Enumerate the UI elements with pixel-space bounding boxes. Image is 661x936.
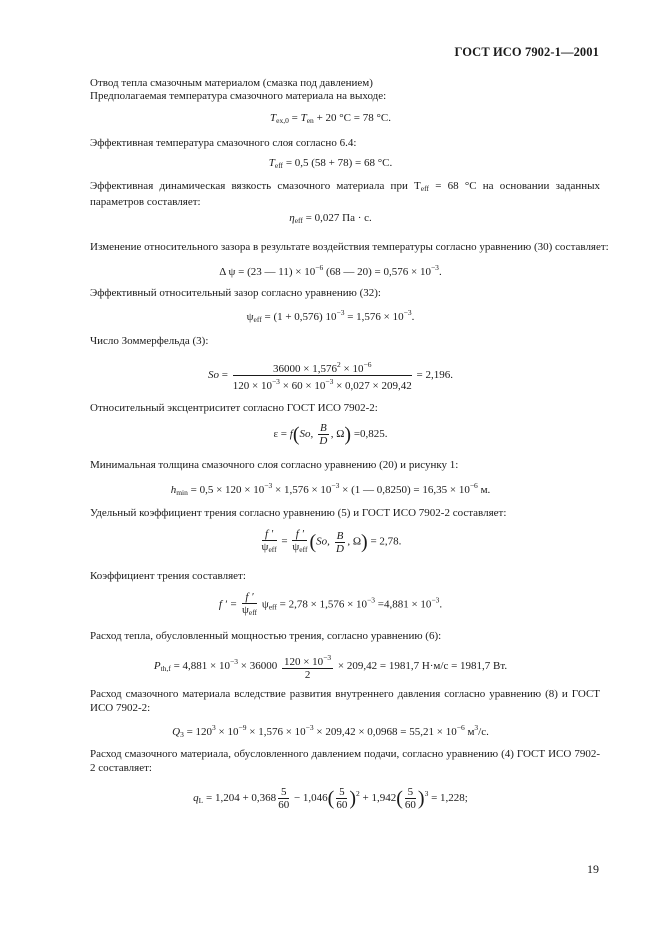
text-clearance-change: Изменение относительного зазора в результате воздействия температуры согласно уравнению (30) составляет:: [90, 241, 609, 253]
page-header: ГОСТ ИСО 7902-1—2001: [454, 45, 599, 59]
formula-q-l: $q_L = 1,204 + 0,368$ $\frac{5}{60}$ − 1,046( $\frac{5}{60}$ )$^2$ + 1,942( $\frac{5}{60}$ )$^3$ = 1,228;: [193, 786, 468, 811]
formula-p-th-f: $P_{th,f} = 4,881 \times 10^{-3} \times 36000$ $\frac{120 \times 10^{-3}}{2}$ × 209,42 = 1981,7 Н·м/с = 1981,7 Вт.: [153, 653, 508, 681]
formula-eta-eff: $\eta_{eff} = 0,027$ Па · с.: [289, 212, 372, 225]
formula-delta-psi: Δ ψ = (23 — $11) \times 10^{-6}$ (68 — $20) = 0,576 \times 10^{-3}$.: [219, 263, 442, 278]
formula-h-min: $h_{min} = 0,5 \times 120 \times 10^{-3} \times 1,576 \times 10^{-3} \times (1$ — $0,8250) = 16,35 \times 10^{-6}$ м.: [170, 481, 491, 497]
sommerfeld-fraction: $\frac{36000 \times 1,576^2 \times 10^{-6}}{120 \times 10^{-3} \times 60 \times 10^{-3} \times 0,027 \times 209,42}$: [232, 360, 412, 392]
formula-t-eff: $T_{eff} = 0,5$ (58 + 78) = 68 °C.: [268, 157, 393, 170]
text-effective-temp: Эффективная температура смазочного слоя согласно 6.4:: [90, 137, 357, 149]
formula-specific-friction: $\frac{f '}{\psi_{eff}}$ = $\frac{f '}{\psi_{eff}}$ (So, $\frac{B}{D}$ , Ω) = 2,78.: [261, 528, 402, 555]
text-specific-friction: Удельный коэффициент трения согласно уравнению (5) и ГОСТ ИСО 7902-2 составляет:: [90, 507, 507, 519]
text-friction-coef: Коэффициент трения составляет:: [90, 570, 246, 582]
text-sommerfeld: Число Зоммерфельда (3):: [90, 335, 209, 347]
text-lubricant-flow-internal: Расход смазочного материала вследствие развития внутреннего давления согласно уравнению (8) и ГОСТ ИСО 7902-2:: [90, 688, 600, 714]
text-lubricant-flow-feed: Расход смазочного материала, обусловленного давлением подачи, согласно уравнению (4) ГОСТ ИСО 7902-2 составляет:: [90, 748, 600, 774]
formula-q3: $Q_3 = 120^3 \times 10^{-9} \times 1,576 \times 10^{-3} \times 209,42 \times 0,0968 = 55,21 \times 10^{-6}$ $м^3/с$.: [172, 723, 489, 739]
text-assumed-temp: Предполагаемая температура смазочного материала на выходе:: [90, 90, 387, 102]
page-number: 19: [587, 862, 599, 876]
text-heat-friction: Расход тепла, обусловленный мощностью трения, согласно уравнению (6):: [90, 630, 442, 642]
text-heat-removal: Отвод тепла смазочным материалом (смазка под давлением): [90, 77, 373, 89]
formula-psi-eff: $\psi_{eff} = (1 + 0,576) 10^{-3} = 1,576 \times 10^{-3}$.: [246, 308, 415, 324]
text-effective-clearance: Эффективный относительный зазор согласно уравнению (32):: [90, 287, 381, 299]
text-effective-viscosity: Эффективная динамическая вязкость смазочного материала при $T_{eff} = 68$ °C на основании заданных параметров составляет:: [90, 180, 601, 208]
formula-friction-coef: f ′ = $\frac{f '}{\psi_{eff}}$ $\psi_{eff} = 2,78 \times 1,576 \times 10^{-3} =4,881 \times 10^{-3}$.: [218, 591, 443, 617]
text-eccentricity: Относительный эксцентриситет согласно ГОСТ ИСО 7902-2:: [90, 402, 378, 414]
formula-t-ex: $T_{ex,0} = T_{en} + 20$ °C = 78 °C.: [270, 112, 391, 125]
text-min-thickness: Минимальная толщина смазочного слоя согласно уравнению (20) и рисунку 1:: [90, 459, 459, 471]
formula-eccentricity: ε = f(So, $\frac{B}{D}$ , Ω) =0,825.: [273, 422, 388, 447]
formula-sommerfeld: So = $\frac{36000 \times 1,576^2 \times 10^{-6}}{120 \times 10^{-3} \times 60 \times 10^{-3} \times 0,027 \times 209,42}$ = 2,196.: [208, 360, 453, 392]
